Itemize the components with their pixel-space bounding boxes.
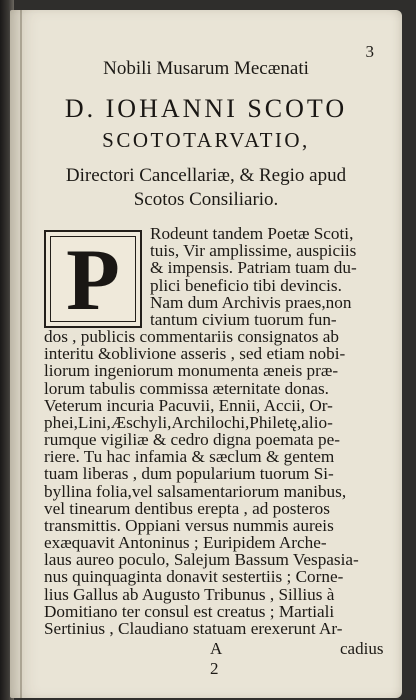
body-line: Rodeunt tandem Poetæ Scoti, (150, 224, 354, 243)
body-line: rumque vigiliæ & cedro digna poemata pe- (44, 430, 340, 450)
body-line: Nam dum Archivis praes,non (150, 292, 352, 312)
body-line: interitu &oblivione asseris , sed etiam nobi- (44, 344, 346, 364)
body-line: & impensis. Patriam tuam du- (150, 258, 357, 278)
body-line: liorum ingeniorum monumenta æneis præ- (44, 361, 339, 381)
running-head: Nobili Musarum Mecænati (103, 58, 309, 79)
subtitle-line: Scotos Consiliario. (133, 189, 279, 210)
body-line: byllina folia,vel salsamentariorum manibus, (44, 481, 347, 501)
subtitle-line: Directori Cancellariæ, & Regio apud (65, 165, 347, 186)
dedicatee-title: SCOTOTARVATIO, (102, 128, 310, 152)
signature-mark: A 2 (210, 639, 222, 679)
body-line: exæquavit Antoninus ; Euripidem Arche- (44, 533, 327, 553)
body-line: phei,Lini,Æschyli,Archilochi,Philetę,alio- (44, 412, 333, 432)
body-line: transmittis. Oppiani versus nummis aureis (44, 515, 334, 535)
body-line: nus quinquaginta donavit sestertiis ; Corne- (44, 567, 344, 587)
body-line: tuam liberas , dum popularium tuorum Si- (44, 464, 334, 484)
body-line: Sertinius , Claudiano statuam erexerunt Ar- (44, 619, 343, 638)
catchword: cadius (340, 639, 384, 659)
body-line: lorum tabulis commissa æternitate donas. (44, 378, 329, 398)
body-line: laus aureo poculo, Salejum Bassum Vespasia- (44, 550, 359, 570)
body-line: plici beneficio tibi devincis. (150, 275, 342, 295)
decorated-initial (44, 230, 142, 328)
body-line: lius Gallus ab Augusto Tribunus , Sillius à (44, 584, 335, 604)
page-sheet (10, 10, 402, 698)
body-line: vel tinearum dentibus erepta , ad posteros (44, 498, 330, 518)
dedicatee-name: D. IOHANNI SCOTO (64, 94, 348, 123)
body-line: dos , publicis commentariis consignatos ab (44, 327, 340, 347)
body-line: Domitiano ter consul est creatus ; Martiali (44, 601, 335, 621)
body-line: riere. Tu hac infamia & sæclum & gentem (44, 447, 335, 467)
body-line: tuis, Vir amplissime, auspiciis (150, 241, 357, 261)
body-line: tantum civium tuorum fun- (150, 309, 337, 329)
body-line: Veterum incuria Pacuvii, Ennii, Accii, Or- (44, 395, 333, 415)
page-number: 3 (365, 42, 374, 61)
initial-letter: P (66, 232, 120, 328)
dedicatee-office (10, 164, 402, 212)
